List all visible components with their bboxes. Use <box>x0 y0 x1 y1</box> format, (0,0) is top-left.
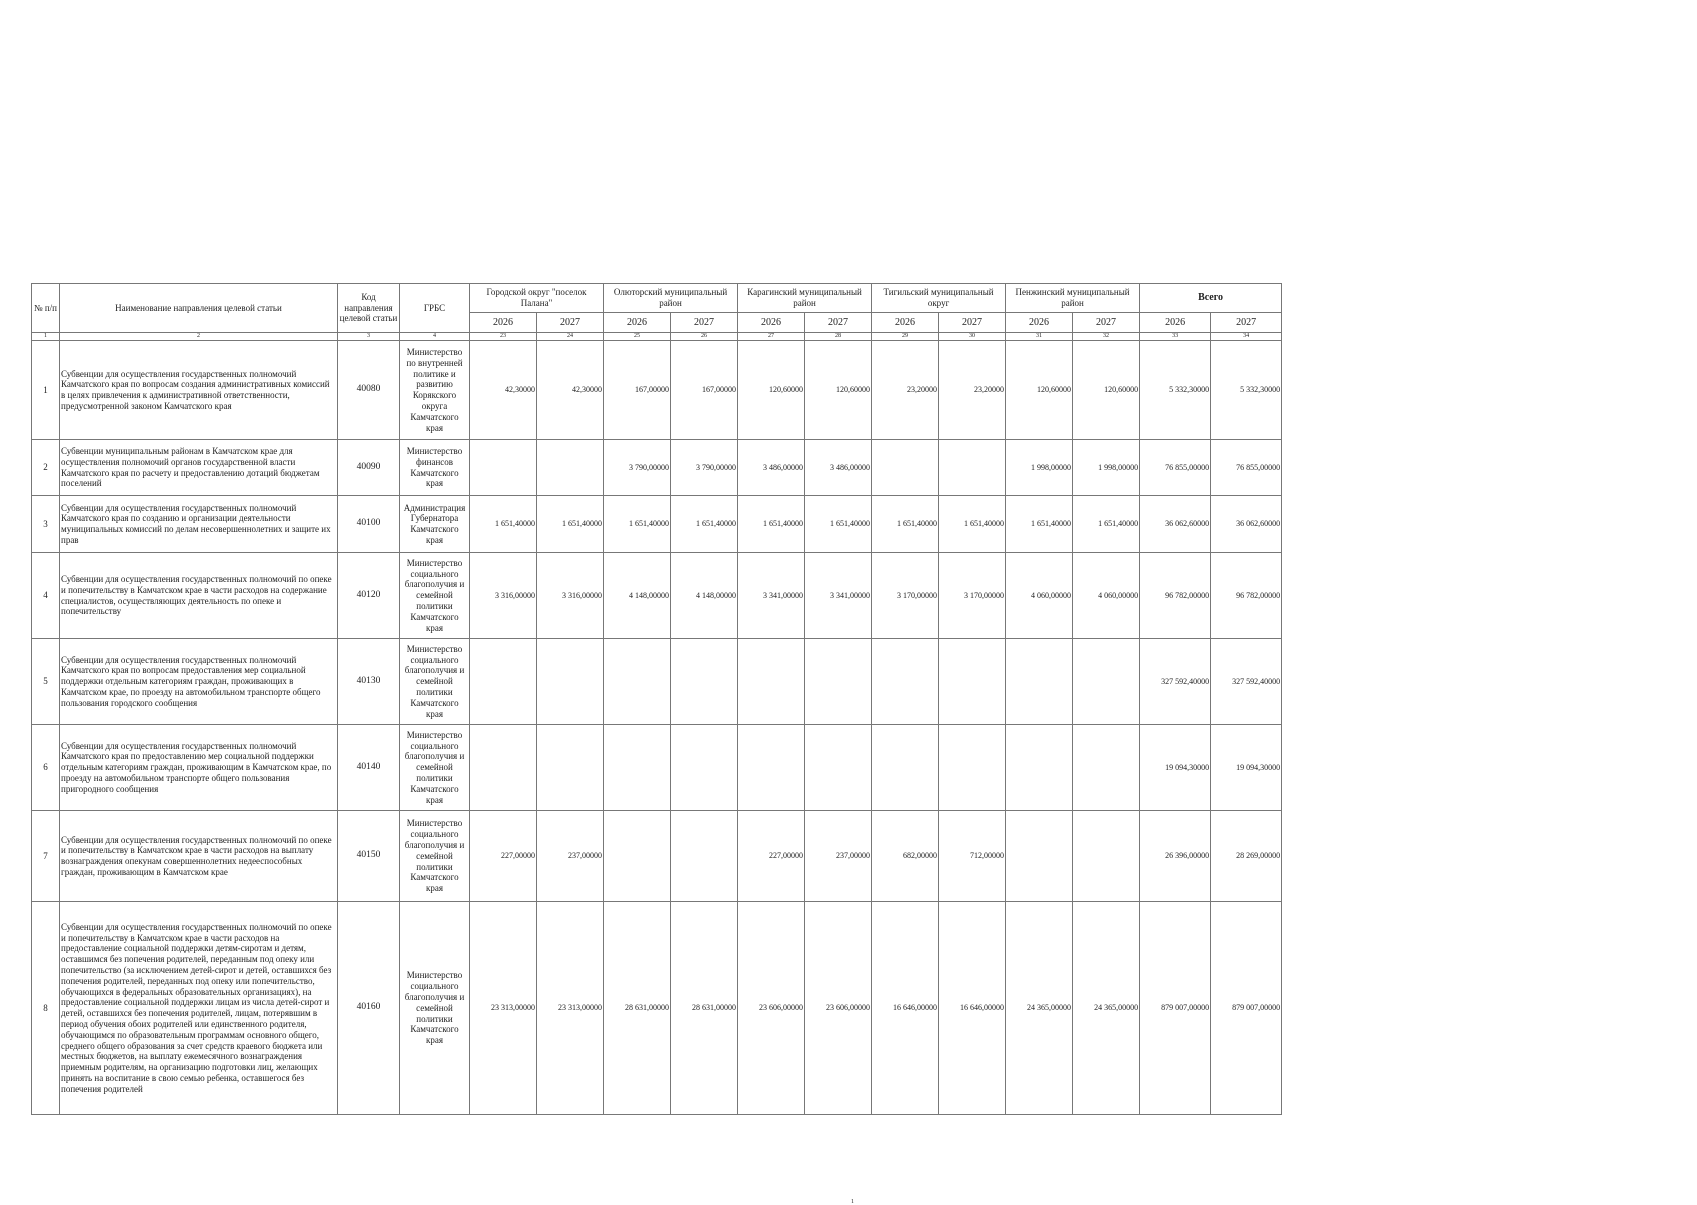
row-number: 6 <box>32 725 60 811</box>
column-number: 26 <box>671 333 738 341</box>
header-region-karaginsky: Карагинский муниципальный район <box>738 284 872 313</box>
row-value: 682,00000 <box>872 811 939 902</box>
column-number: 2 <box>60 333 338 341</box>
table-row <box>32 811 1282 902</box>
row-value: 1 651,40000 <box>738 496 805 553</box>
row-total-value: 96 782,00000 <box>1140 553 1211 639</box>
row-code: 40120 <box>338 553 400 639</box>
row-value: 42,30000 <box>470 341 537 440</box>
column-number: 30 <box>939 333 1006 341</box>
row-value <box>1073 811 1140 902</box>
row-value: 120,60000 <box>805 341 872 440</box>
row-grbs: Министерство социального благополучия и семейной политики Камчатского края <box>400 902 470 1115</box>
row-value: 1 651,40000 <box>470 496 537 553</box>
row-total-value: 5 332,30000 <box>1211 341 1282 440</box>
row-total-value: 76 855,00000 <box>1140 440 1211 496</box>
row-value: 3 316,00000 <box>470 553 537 639</box>
column-number: 29 <box>872 333 939 341</box>
row-total-value: 36 062,60000 <box>1211 496 1282 553</box>
header-year: 2026 <box>470 313 537 333</box>
row-value: 3 486,00000 <box>805 440 872 496</box>
row-value: 16 646,00000 <box>872 902 939 1115</box>
row-code: 40100 <box>338 496 400 553</box>
row-value: 237,00000 <box>805 811 872 902</box>
row-total-value: 879 007,00000 <box>1140 902 1211 1115</box>
row-name: Субвенции муниципальным районам в Камчатском крае для осуществления полномочий органов государственной власти Камчатского края по расчету и предоставлению дотаций бюджетам поселений <box>60 440 338 496</box>
row-value: 1 651,40000 <box>604 496 671 553</box>
column-number: 34 <box>1211 333 1282 341</box>
row-value: 120,60000 <box>1006 341 1073 440</box>
column-number: 23 <box>470 333 537 341</box>
row-code: 40090 <box>338 440 400 496</box>
row-number: 2 <box>32 440 60 496</box>
row-value: 712,00000 <box>939 811 1006 902</box>
column-number: 32 <box>1073 333 1140 341</box>
row-value: 28 631,00000 <box>671 902 738 1115</box>
header-year: 2027 <box>805 313 872 333</box>
row-value <box>1006 811 1073 902</box>
row-value: 3 170,00000 <box>939 553 1006 639</box>
row-value <box>537 639 604 725</box>
row-total-value: 28 269,00000 <box>1211 811 1282 902</box>
column-number: 4 <box>400 333 470 341</box>
header-year: 2026 <box>604 313 671 333</box>
table-row <box>32 902 1282 1115</box>
row-value <box>604 725 671 811</box>
row-value <box>805 639 872 725</box>
row-value: 24 365,00000 <box>1073 902 1140 1115</box>
row-name: Субвенции для осуществления государственных полномочий Камчатского края по вопросам создания административных комиссий в целях привлечения к административной ответственности, предусмотренной законом Камчатского края <box>60 341 338 440</box>
row-value <box>671 811 738 902</box>
row-value <box>872 639 939 725</box>
table-row <box>32 341 1282 440</box>
header-year-total: 2026 <box>1140 313 1211 333</box>
column-number: 1 <box>32 333 60 341</box>
row-code: 40130 <box>338 639 400 725</box>
row-value: 3 486,00000 <box>738 440 805 496</box>
table-row <box>32 725 1282 811</box>
row-name: Субвенции для осуществления государственных полномочий по опеке и попечительству в Камчатском крае в части расходов на предоставление социальной поддержки детям-сиротам и детям, оставшимся без попечения родителей, переданным под опеку или попечительство (за исключением детей-сирот и детей, оставшихся без попечения родителей, переданных под опеку или попечительство, обучающихся в федеральных образовательных организациях), на предоставление социальной поддержки лицам из числа детей-сирот и детей, оставшихся без попечения родителей, лицам, потерявшим в период обучения обоих родителей или единственного родителя, обучающимся по образовательным программам основного общего, среднего общего образования за счет средств краевого бюджета или местных бюджетов, на выплату ежемесячного вознаграждения приемным родителям, на организацию подготовки лиц, желающих принять на воспитание в свою семью ребенка, оставшегося без попечения родителей <box>60 902 338 1115</box>
header-grbs: ГРБС <box>400 284 470 333</box>
row-value <box>939 639 1006 725</box>
header-region-tigilsky: Тигильский муниципальный округ <box>872 284 1006 313</box>
column-number: 27 <box>738 333 805 341</box>
row-total-value: 76 855,00000 <box>1211 440 1282 496</box>
header-year: 2026 <box>872 313 939 333</box>
row-total-value: 19 094,30000 <box>1140 725 1211 811</box>
header-year: 2026 <box>1006 313 1073 333</box>
row-value <box>537 725 604 811</box>
row-number: 1 <box>32 341 60 440</box>
row-value: 3 341,00000 <box>738 553 805 639</box>
row-value: 4 148,00000 <box>604 553 671 639</box>
row-value: 120,60000 <box>738 341 805 440</box>
row-value: 23,20000 <box>939 341 1006 440</box>
row-value: 1 651,40000 <box>1006 496 1073 553</box>
header-region-olyutorsky: Олюторский муниципальный район <box>604 284 738 313</box>
row-value <box>1073 725 1140 811</box>
row-grbs: Министерство финансов Камчатского края <box>400 440 470 496</box>
header-name: Наименование направления целевой статьи <box>60 284 338 333</box>
row-value <box>1006 725 1073 811</box>
header-year: 2027 <box>537 313 604 333</box>
row-value: 3 316,00000 <box>537 553 604 639</box>
row-grbs: Министерство социального благополучия и семейной политики Камчатского края <box>400 553 470 639</box>
row-value: 42,30000 <box>537 341 604 440</box>
row-grbs: Администрация Губернатора Камчатского края <box>400 496 470 553</box>
row-value: 1 651,40000 <box>1073 496 1140 553</box>
row-value: 1 651,40000 <box>805 496 872 553</box>
row-value <box>1006 639 1073 725</box>
row-value: 4 060,00000 <box>1073 553 1140 639</box>
row-value: 167,00000 <box>671 341 738 440</box>
row-value: 3 170,00000 <box>872 553 939 639</box>
budget-table <box>31 283 1282 1115</box>
header-region-palana: Городской округ "поселок Палана" <box>470 284 604 313</box>
row-value: 16 646,00000 <box>939 902 1006 1115</box>
row-value: 1 651,40000 <box>939 496 1006 553</box>
row-value: 3 341,00000 <box>805 553 872 639</box>
column-number: 28 <box>805 333 872 341</box>
row-value <box>939 725 1006 811</box>
row-value: 237,00000 <box>537 811 604 902</box>
row-name: Субвенции для осуществления государственных полномочий Камчатского края по вопросам предоставления мер социальной поддержки отдельным категориям граждан, проживающих в Камчатском крае, по проезду на автомобильном транспорте общего пользования городского сообщения <box>60 639 338 725</box>
row-value: 3 790,00000 <box>604 440 671 496</box>
table-row <box>32 553 1282 639</box>
row-value <box>470 639 537 725</box>
row-value: 4 148,00000 <box>671 553 738 639</box>
header-total: Всего <box>1140 284 1282 313</box>
row-value: 23 606,00000 <box>805 902 872 1115</box>
header-year: 2026 <box>738 313 805 333</box>
row-value: 3 790,00000 <box>671 440 738 496</box>
row-code: 40140 <box>338 725 400 811</box>
column-number: 24 <box>537 333 604 341</box>
header-year: 2027 <box>1073 313 1140 333</box>
table-row <box>32 440 1282 496</box>
row-code: 40160 <box>338 902 400 1115</box>
row-value: 23 313,00000 <box>537 902 604 1115</box>
row-value: 120,60000 <box>1073 341 1140 440</box>
row-total-value: 96 782,00000 <box>1211 553 1282 639</box>
row-number: 3 <box>32 496 60 553</box>
column-number: 25 <box>604 333 671 341</box>
row-value <box>872 725 939 811</box>
column-number: 31 <box>1006 333 1073 341</box>
row-value <box>470 440 537 496</box>
row-total-value: 879 007,00000 <box>1211 902 1282 1115</box>
header-year: 2027 <box>671 313 738 333</box>
row-value <box>1073 639 1140 725</box>
header-num: № п/п <box>32 284 60 333</box>
table-row <box>32 639 1282 725</box>
row-value: 23,20000 <box>872 341 939 440</box>
row-value: 1 651,40000 <box>872 496 939 553</box>
row-value <box>939 440 1006 496</box>
row-value <box>470 725 537 811</box>
row-name: Субвенции для осуществления государственных полномочий Камчатского края по предоставлению мер социальной поддержки отдельным категориям граждан, проживающим в Камчатском крае, по проезду на автомобильном транспорте общего пользования пригородного сообщения <box>60 725 338 811</box>
row-grbs: Министерство социального благополучия и семейной политики Камчатского края <box>400 811 470 902</box>
table-row <box>32 496 1282 553</box>
row-total-value: 327 592,40000 <box>1140 639 1211 725</box>
row-grbs: Министерство социального благополучия и семейной политики Камчатского края <box>400 725 470 811</box>
row-value: 1 651,40000 <box>671 496 738 553</box>
row-total-value: 5 332,30000 <box>1140 341 1211 440</box>
column-number-row <box>32 333 1282 341</box>
row-value: 24 365,00000 <box>1006 902 1073 1115</box>
row-code: 40150 <box>338 811 400 902</box>
row-value: 23 606,00000 <box>738 902 805 1115</box>
row-value <box>738 639 805 725</box>
row-total-value: 26 396,00000 <box>1140 811 1211 902</box>
row-number: 4 <box>32 553 60 639</box>
row-value: 227,00000 <box>738 811 805 902</box>
header-year: 2027 <box>939 313 1006 333</box>
row-value: 227,00000 <box>470 811 537 902</box>
row-number: 7 <box>32 811 60 902</box>
header-year-total: 2027 <box>1211 313 1282 333</box>
row-value: 4 060,00000 <box>1006 553 1073 639</box>
row-total-value: 327 592,40000 <box>1211 639 1282 725</box>
row-value: 1 998,00000 <box>1073 440 1140 496</box>
row-total-value: 19 094,30000 <box>1211 725 1282 811</box>
row-value: 23 313,00000 <box>470 902 537 1115</box>
header-region-penzhinsky: Пенжинский муниципальный район <box>1006 284 1140 313</box>
row-number: 5 <box>32 639 60 725</box>
row-name: Субвенции для осуществления государственных полномочий по опеке и попечительству в Камчатском крае в части расходов на содержание специалистов, осуществляющих деятельность по опеке и попечительству <box>60 553 338 639</box>
row-code: 40080 <box>338 341 400 440</box>
row-grbs: Министерство социального благополучия и семейной политики Камчатского края <box>400 639 470 725</box>
page-number: 1 <box>851 1199 854 1205</box>
row-value <box>671 725 738 811</box>
row-value <box>805 725 872 811</box>
header-code: Код направления целевой статьи <box>338 284 400 333</box>
row-value <box>671 639 738 725</box>
row-value <box>604 639 671 725</box>
row-value: 28 631,00000 <box>604 902 671 1115</box>
row-value: 1 651,40000 <box>537 496 604 553</box>
table-body <box>32 341 1282 1115</box>
row-value <box>872 440 939 496</box>
row-value <box>604 811 671 902</box>
row-value: 1 998,00000 <box>1006 440 1073 496</box>
row-name: Субвенции для осуществления государственных полномочий по опеке и попечительству в Камчатском крае в части расходов на выплату вознаграждения опекунам совершеннолетних недееспособных граждан, проживающим в Камчатском крае <box>60 811 338 902</box>
row-number: 8 <box>32 902 60 1115</box>
row-name: Субвенции для осуществления государственных полномочий Камчатского края по созданию и организации деятельности муниципальных комиссий по делам несовершеннолетних и защите их прав <box>60 496 338 553</box>
row-value: 167,00000 <box>604 341 671 440</box>
row-value <box>738 725 805 811</box>
column-number: 33 <box>1140 333 1211 341</box>
row-total-value: 36 062,60000 <box>1140 496 1211 553</box>
row-grbs: Министерство по внутренней политике и развитию Корякского округа Камчатского края <box>400 341 470 440</box>
column-number: 3 <box>338 333 400 341</box>
row-value <box>537 440 604 496</box>
